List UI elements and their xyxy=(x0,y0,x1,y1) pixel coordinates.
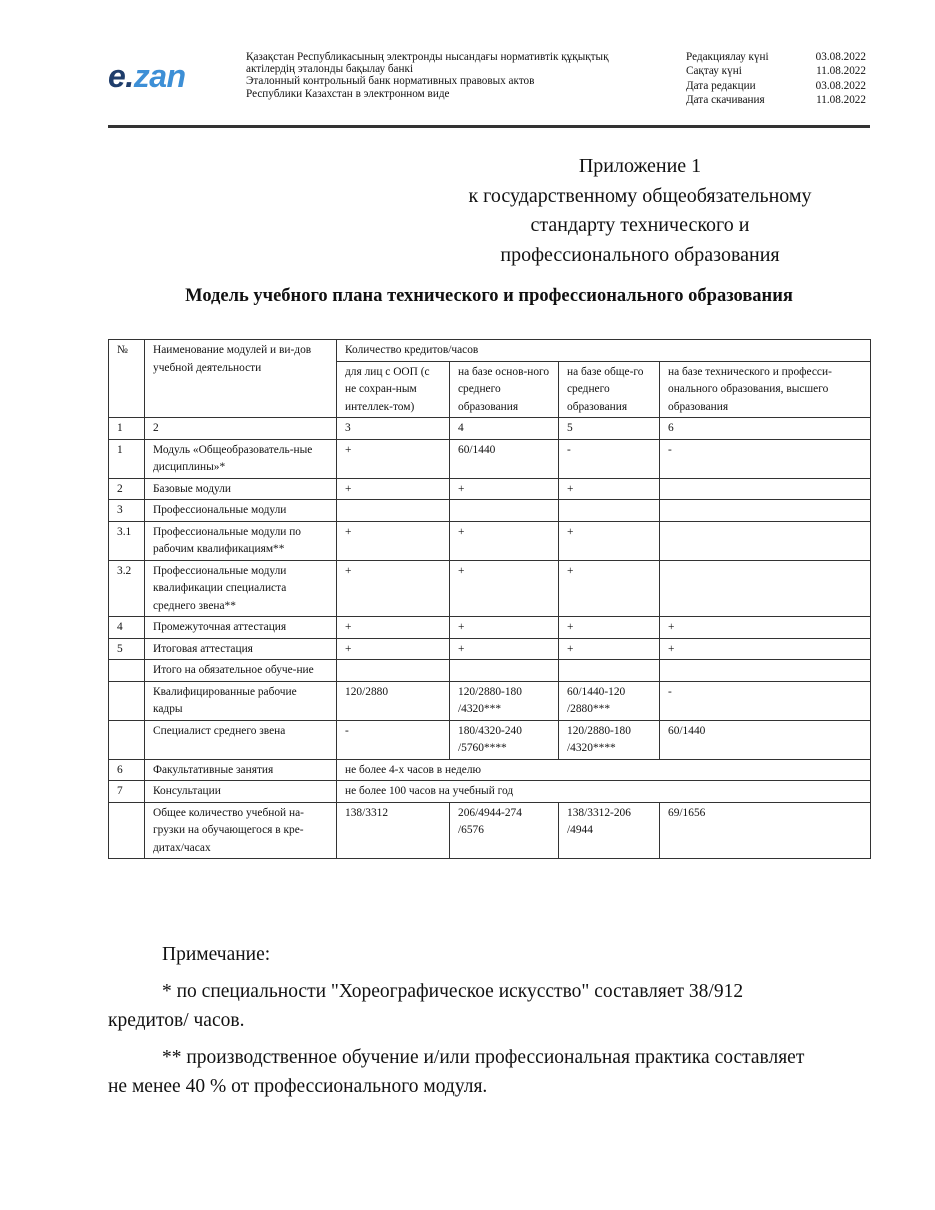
table-cell: Профессиональные модули квалификации специалиста среднего звена** xyxy=(145,560,337,617)
table-cell: + xyxy=(559,617,660,639)
header-line: Эталонный контрольный банк нормативных правовых актов xyxy=(246,75,535,88)
table-cell xyxy=(109,681,145,720)
table-cell: + xyxy=(660,617,871,639)
table-cell xyxy=(109,720,145,759)
table-cell: 2 xyxy=(145,418,337,440)
header-line: Қазақстан Республикасының электронды нысандағы нормативтік құқықтық xyxy=(246,51,609,63)
table-row xyxy=(109,638,871,660)
table-cell: - xyxy=(337,720,450,759)
table-cell: 206/4944-274 /6576 xyxy=(450,802,559,859)
table-index-row xyxy=(109,418,871,440)
meta-label: Редакциялау күні xyxy=(686,51,769,63)
table-row xyxy=(109,478,871,500)
table-cell: 6 xyxy=(109,759,145,781)
table-cell: Профессиональные модули xyxy=(145,500,337,522)
table-cell: + xyxy=(450,478,559,500)
appendix-line: к государственному общеобязательному xyxy=(468,184,812,207)
table-cell: Факультативные занятия xyxy=(145,759,337,781)
table-cell: - xyxy=(559,439,660,478)
table-row xyxy=(109,560,871,617)
table-row xyxy=(109,617,871,639)
table-cell: 120/2880-180 /4320**** xyxy=(559,720,660,759)
table-cell: Итого на обязательное обуче-ние xyxy=(145,660,337,682)
subheader-cell: для лиц с ООП (с не сохран-ным интеллек-том) xyxy=(337,361,450,418)
table-cell: - xyxy=(660,439,871,478)
table-cell: + xyxy=(337,521,450,560)
table-cell: + xyxy=(559,478,660,500)
note-item: * по специальности "Хореографическое искусство" составляет 38/912 кредитов/ часов. xyxy=(108,981,744,1031)
header-name: Наименование модулей и ви-дов учебной деятельности xyxy=(145,340,337,418)
table-cell: 60/1440 xyxy=(660,720,871,759)
meta-row xyxy=(686,50,866,64)
table-cell xyxy=(337,660,450,682)
header-line: актілердің эталонды бақылау банкі xyxy=(246,63,414,76)
table-cell xyxy=(660,521,871,560)
table-row xyxy=(109,720,871,759)
table-cell: + xyxy=(337,478,450,500)
table-cell xyxy=(109,660,145,682)
table-cell: не более 100 часов на учебный год xyxy=(337,781,871,803)
table-cell xyxy=(450,500,559,522)
table-cell xyxy=(109,802,145,859)
table-cell: 3.1 xyxy=(109,521,145,560)
header-num: № xyxy=(109,340,145,418)
table-cell: Квалифицированные рабочие кадры xyxy=(145,681,337,720)
note-heading: Примечание: xyxy=(162,944,271,965)
table-cell xyxy=(450,660,559,682)
table-cell: 120/2880 xyxy=(337,681,450,720)
table-cell: 60/1440 xyxy=(450,439,559,478)
table-cell: 138/3312-206 /4944 xyxy=(559,802,660,859)
table-cell: 60/1440-120 /2880*** xyxy=(559,681,660,720)
table-cell: Специалист среднего звена xyxy=(145,720,337,759)
meta-label: Дата скачивания xyxy=(686,93,765,106)
table-cell: 120/2880-180 /4320*** xyxy=(450,681,559,720)
header-dates xyxy=(686,50,866,107)
meta-row xyxy=(686,79,866,93)
table-row xyxy=(109,781,871,803)
table-cell: Модуль «Общеобразователь-ные дисциплины»* xyxy=(145,439,337,478)
subheader-cell: на базе обще-го среднего образования xyxy=(559,361,660,418)
table-cell: 2 xyxy=(109,478,145,500)
table-cell: 4 xyxy=(450,418,559,440)
table-cell: 7 xyxy=(109,781,145,803)
table-cell: не более 4-х часов в неделю xyxy=(337,759,871,781)
table-cell: 69/1656 xyxy=(660,802,871,859)
table-header-row xyxy=(109,340,871,362)
table-cell: Базовые модули xyxy=(145,478,337,500)
meta-label: Дата редакции xyxy=(686,79,756,92)
table-cell: + xyxy=(660,638,871,660)
table-cell: 180/4320-240 /5760**** xyxy=(450,720,559,759)
table-cell: 3 xyxy=(337,418,450,440)
table-cell: 3 xyxy=(109,500,145,522)
subheader-cell: на базе основ-ного среднего образования xyxy=(450,361,559,418)
appendix-block xyxy=(420,152,860,270)
table-cell: + xyxy=(450,638,559,660)
table-cell: + xyxy=(337,638,450,660)
table-cell xyxy=(559,500,660,522)
table-cell: Итоговая аттестация xyxy=(145,638,337,660)
table-cell: 138/3312 xyxy=(337,802,450,859)
header-line: Республики Казахстан в электронном виде xyxy=(246,87,450,100)
table-cell: Общее количество учебной на-грузки на обучающегося в кре-дитах/часах xyxy=(145,802,337,859)
table-row xyxy=(109,500,871,522)
table-cell: + xyxy=(337,560,450,617)
meta-row xyxy=(686,64,866,78)
table-cell: + xyxy=(337,617,450,639)
table-cell: + xyxy=(559,521,660,560)
table-cell: 6 xyxy=(660,418,871,440)
table-total-row xyxy=(109,802,871,859)
appendix-line: профессионального образования xyxy=(500,243,780,266)
table-cell: Консультации xyxy=(145,781,337,803)
notes-section xyxy=(108,940,808,1109)
table-cell: + xyxy=(450,521,559,560)
table-cell xyxy=(660,500,871,522)
document-title: Модель учебного плана технического и профессионального образования xyxy=(185,286,793,306)
table-cell xyxy=(660,478,871,500)
header-divider xyxy=(108,125,870,128)
appendix-line: Приложение 1 xyxy=(578,155,702,177)
table-cell: Промежуточная аттестация xyxy=(145,617,337,639)
table-row xyxy=(109,681,871,720)
meta-row xyxy=(686,93,866,107)
curriculum-table xyxy=(108,339,871,859)
header-bank-description xyxy=(246,51,666,100)
meta-value: 11.08.2022 xyxy=(816,93,866,106)
meta-value: 11.08.2022 xyxy=(816,65,866,78)
ezan-logo[interactable]: e . zan xyxy=(108,58,186,94)
table-cell: - xyxy=(660,681,871,720)
table-row xyxy=(109,759,871,781)
subheader-cell: на базе технического и професси-онального образования, высшего образования xyxy=(660,361,871,418)
table-cell: 1 xyxy=(109,439,145,478)
table-cell xyxy=(660,560,871,617)
header-credits: Количество кредитов/часов xyxy=(337,340,871,362)
table-cell: 1 xyxy=(109,418,145,440)
table-cell: + xyxy=(450,560,559,617)
meta-value: 03.08.2022 xyxy=(815,51,866,63)
table-cell: + xyxy=(337,439,450,478)
table-cell: 3.2 xyxy=(109,560,145,617)
table-cell: Профессиональные модули по рабочим квалификациям** xyxy=(145,521,337,560)
table-row xyxy=(109,439,871,478)
table-cell xyxy=(660,660,871,682)
table-row xyxy=(109,660,871,682)
meta-label: Сақтау күні xyxy=(686,65,742,78)
note-item: ** производственное обучение и/или профессиональная практика составляет не менее 40 % от профессионального модуля. xyxy=(108,1047,805,1097)
table-cell: 4 xyxy=(109,617,145,639)
appendix-line: стандарту технического и xyxy=(530,214,750,236)
table-cell: + xyxy=(559,560,660,617)
table-cell: 5 xyxy=(109,638,145,660)
table-cell xyxy=(337,500,450,522)
meta-value: 03.08.2022 xyxy=(815,79,866,92)
table-cell xyxy=(559,660,660,682)
table-cell: + xyxy=(450,617,559,639)
table-row xyxy=(109,521,871,560)
table-cell: + xyxy=(559,638,660,660)
table-cell: 5 xyxy=(559,418,660,440)
